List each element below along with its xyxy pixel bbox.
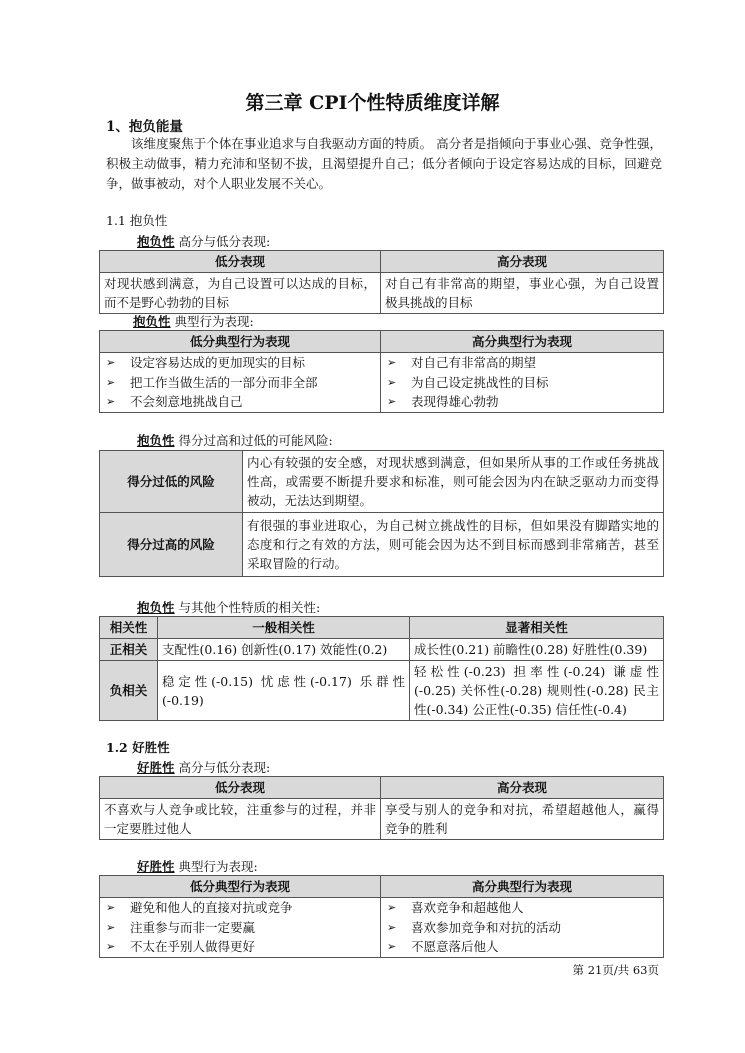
col-header-high: 高分表现 (381, 777, 664, 799)
caption-high-low (137, 758, 270, 776)
cell-high: 对自己有非常高的期望，事业心强，为自己设置极具挑战的目标 (381, 273, 664, 314)
caption-term: 抱负性 (133, 314, 171, 329)
section-paragraph (106, 134, 662, 194)
table-behavior-1-1 (99, 330, 664, 413)
negative-significant: 轻松性(-0.23) 担率性(-0.24) 谦虚性(-0.25) 关怀性(-0.28) 规则性(-0.28) 民主性(-0.34) 公正性(-0.35) 信任性(-0.4) (410, 661, 664, 721)
table-behavior-1-2 (99, 875, 664, 958)
table-high-low-1-1 (99, 250, 664, 314)
col-header-high: 高分典型行为表现 (381, 876, 664, 898)
caption-term: 抱负性 (137, 600, 175, 615)
caption-term: 抱负性 (137, 234, 175, 249)
cell-high-list (381, 353, 664, 413)
list-item: ➢ 喜欢参加竞争和对抗的活动 (383, 918, 661, 938)
caption-term: 抱负性 (137, 433, 175, 448)
subsection-heading-1-2: 1.2 好胜性 (106, 740, 170, 755)
cell-high: 享受与别人的竞争和对抗，希望超越他人，赢得竞争的胜利 (381, 799, 664, 840)
col-header-low: 低分表现 (100, 251, 381, 273)
col-header-relation: 相关性 (100, 617, 158, 639)
list-item: ➢ 不愿意落后他人 (383, 937, 661, 957)
positive-general: 支配性(0.16) 创新性(0.17) 效能性(0.2) (158, 639, 410, 661)
table-high-low-1-2 (99, 776, 664, 840)
page-number: 第 21页/共 63页 (572, 963, 659, 977)
caption-rest: 与其他个性特质的相关性: (174, 600, 321, 615)
caption-term: 好胜性 (137, 859, 175, 874)
col-header-significant: 显著相关性 (410, 617, 664, 639)
list-item: ➢ 表现得雄心勃勃 (383, 392, 661, 412)
cell-low-list (100, 898, 381, 958)
caption-rest: 得分过高和过低的可能风险: (174, 433, 333, 448)
table-correlation (99, 616, 664, 721)
paragraph-text: 该维度聚焦于个体在事业追求与自我驱动方面的特质。 高分者是指倾向于事业心强、竞争性强，积极主动做事，精力充沛和坚韧不拔，且渴望提升自己；低分者倾向于设定容易达成的目标，回避竞争，做事被动，对个人职业发展不关心。 (106, 136, 662, 191)
col-header-high: 高分表现 (381, 251, 664, 273)
chapter-title: 第三章 CPI个性特质维度详解 (245, 92, 500, 114)
col-header-high: 高分典型行为表现 (381, 331, 664, 353)
list-item: ➢ 不会刻意地挑战自己 (102, 392, 378, 412)
caption-rest: 典型行为表现: (174, 859, 258, 874)
row-label-negative: 负相关 (100, 661, 158, 721)
positive-significant: 成长性(0.21) 前瞻性(0.28) 好胜性(0.39) (410, 639, 664, 661)
list-item: ➢ 喜欢竞争和超越他人 (383, 898, 661, 918)
cell-low-list (100, 353, 381, 413)
col-header-general: 一般相关性 (158, 617, 410, 639)
caption-rest: 典型行为表现: (170, 314, 254, 329)
risk-high-text: 有很强的事业进取心，为自己树立挑战性的目标，但如果没有脚踏实地的态度和行之有效的方法，则可能会因为达不到目标而感到非常痛苦，甚至采取冒险的行动。 (243, 513, 664, 577)
col-header-low: 低分典型行为表现 (100, 331, 381, 353)
list-item: ➢ 为自己设定挑战性的目标 (383, 373, 661, 393)
caption-high-low (137, 232, 270, 250)
cell-low: 对现状感到满意，为自己设置可以达成的目标，而不是野心勃勃的目标 (100, 273, 381, 314)
subsection-heading-1-1: 1.1 抱负性 (106, 213, 168, 228)
list-item: ➢ 不太在乎别人做得更好 (102, 937, 378, 957)
cell-low: 不喜欢与人竞争或比较，注重参与的过程，并非一定要胜过他人 (100, 799, 381, 840)
caption-behavior (133, 312, 254, 330)
caption-rest: 高分与低分表现: (174, 760, 271, 775)
caption-risk (137, 431, 333, 449)
cell-high-list (381, 898, 664, 958)
risk-high-label: 得分过高的风险 (100, 513, 243, 577)
risk-low-text: 内心有较强的安全感，对现状感到满意，但如果所从事的工作或任务挑战性高，或需要不断提升要求和标准，则可能会因为内在缺乏驱动力而变得被动，无法达到期望。 (243, 451, 664, 513)
list-item: ➢ 注重参与而非一定要赢 (102, 918, 378, 938)
risk-low-label: 得分过低的风险 (100, 451, 243, 513)
table-risk (99, 450, 664, 577)
row-label-positive: 正相关 (100, 639, 158, 661)
list-item: ➢ 避免和他人的直接对抗或竞争 (102, 898, 378, 918)
list-item: ➢ 对自己有非常高的期望 (383, 353, 661, 373)
list-item: ➢ 把工作当做生活的一部分而非全部 (102, 373, 378, 393)
list-item: ➢ 设定容易达成的更加现实的目标 (102, 353, 378, 373)
caption-term: 好胜性 (137, 760, 175, 775)
col-header-low: 低分典型行为表现 (100, 876, 381, 898)
caption-correlation (137, 598, 320, 616)
section-heading: 1、抱负能量 (106, 119, 183, 135)
caption-behavior (137, 857, 258, 875)
caption-rest: 高分与低分表现: (174, 234, 271, 249)
negative-general: 稳定性(-0.15) 忧虑性(-0.17) 乐群性(-0.19) (158, 661, 410, 721)
col-header-low: 低分表现 (100, 777, 381, 799)
